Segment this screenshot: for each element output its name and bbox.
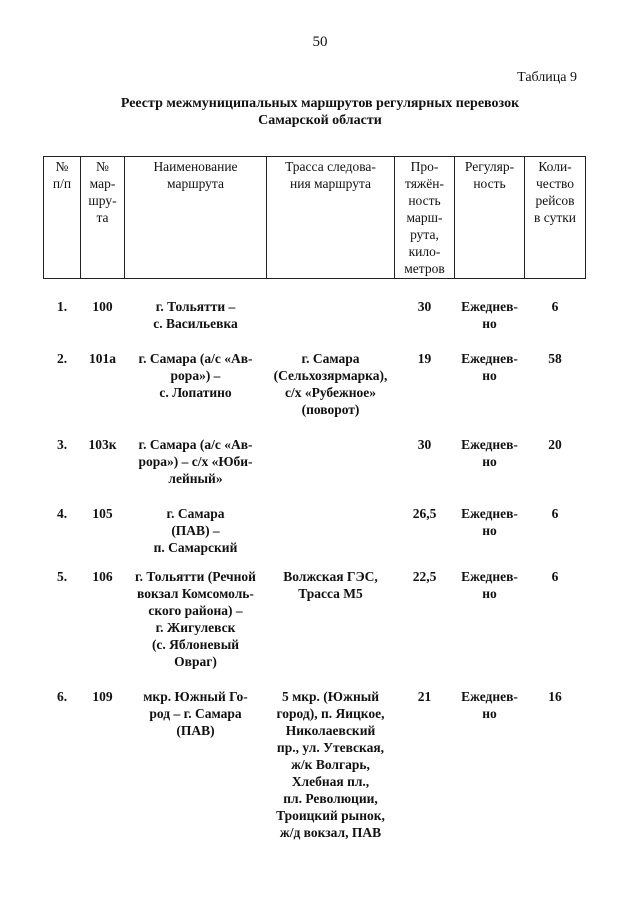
route-regularity: Ежеднев- но	[461, 351, 518, 383]
route-name: г. Самара (а/с «Ав- рора») – с/х «Юби- лейный»	[138, 437, 253, 486]
route-trips: 20	[548, 437, 562, 452]
col-header-track: Трасса следова- ния маршрута	[285, 159, 376, 191]
col-border	[585, 156, 586, 279]
route-length: 26,5	[412, 506, 437, 521]
route-regularity: Ежеднев- но	[461, 569, 518, 601]
route-name: г. Самара (ПАВ) – п. Самарский	[153, 506, 238, 555]
col-header-route-num: № мар- шру- та	[88, 159, 117, 225]
route-num: 103к	[88, 437, 117, 452]
col-header-num: № п/п	[52, 159, 72, 191]
route-num: 100	[92, 299, 113, 314]
route-track: 5 мкр. (Южный город), п. Яицкое, Николаевский пр., ул. Утевская, ж/к Волгарь, Хлебная пл., пл. Революции, Троицкий рынок, ж/д вокзал, ПАВ	[276, 689, 385, 840]
row-num: 1.	[56, 299, 68, 314]
route-trips: 6	[551, 506, 559, 521]
route-trips: 16	[548, 689, 562, 704]
col-header-route-name: Наименование маршрута	[153, 159, 238, 191]
title-line-1: Реестр межмуниципальных маршрутов регулярных перевозок	[120, 96, 520, 111]
route-length: 30	[417, 299, 432, 314]
title-line-2: Самарской области	[258, 113, 382, 128]
route-num: 106	[92, 569, 113, 584]
col-header-regularity: Регуляр- ность	[464, 159, 515, 191]
route-trips: 6	[551, 299, 559, 314]
row-num: 2.	[56, 351, 68, 366]
route-regularity: Ежеднев- но	[461, 437, 518, 469]
page-number: 50	[312, 34, 328, 50]
route-name: г. Самара (а/с «Ав- рора») – с. Лопатино	[138, 351, 253, 400]
route-num: 109	[92, 689, 113, 704]
route-regularity: Ежеднев- но	[461, 299, 518, 331]
route-name: мкр. Южный Го- род – г. Самара (ПАВ)	[143, 689, 248, 738]
route-trips: 58	[548, 351, 562, 366]
route-length: 22,5	[412, 569, 437, 584]
route-num: 105	[92, 506, 113, 521]
col-header-length: Про- тяжён- ность марш- рута, кило- метров	[404, 159, 445, 276]
route-regularity: Ежеднев- но	[461, 689, 518, 721]
route-length: 21	[417, 689, 432, 704]
row-num: 4.	[56, 506, 68, 521]
route-track: Волжская ГЭС, Трасса М5	[283, 569, 378, 601]
route-trips: 6	[551, 569, 559, 584]
route-length: 19	[417, 351, 432, 366]
route-track: г. Самара (Сельхозярмарка), с/х «Рубежное» (поворот)	[273, 351, 388, 417]
route-num: 101а	[89, 351, 116, 366]
col-header-trips: Коли- чество рейсов в сутки	[534, 159, 576, 225]
route-name: г. Тольятти (Речной вокзал Комсомоль- ского района) – г. Жигулевск (с. Яблоневый Овраг)	[135, 569, 256, 669]
row-num: 6.	[56, 689, 68, 704]
route-name: г. Тольятти – с. Васильевка	[153, 299, 238, 331]
route-length: 30	[417, 437, 432, 452]
row-num: 3.	[56, 437, 68, 452]
table-label: Таблица 9	[517, 70, 577, 85]
row-num: 5.	[56, 569, 68, 584]
route-regularity: Ежеднев- но	[461, 506, 518, 538]
document-title	[60, 95, 580, 129]
